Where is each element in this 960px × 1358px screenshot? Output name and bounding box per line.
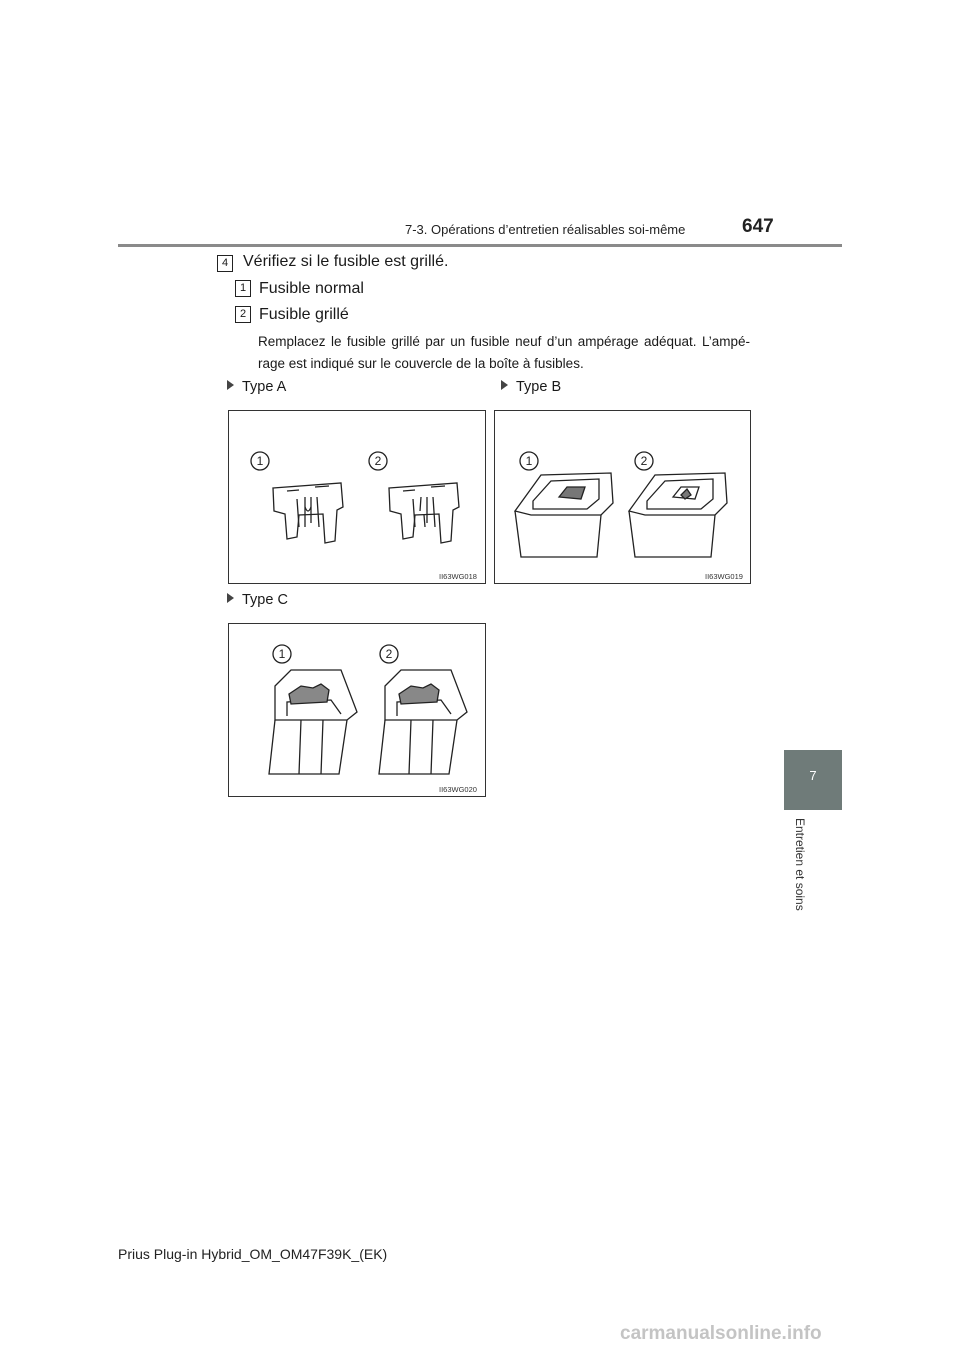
page-number: 647 — [742, 216, 774, 237]
chapter-number: 7 — [809, 768, 817, 783]
bullet-triangle-icon — [227, 593, 234, 603]
callout-2: 2 — [374, 454, 382, 468]
step-note: Remplacez le fusible grillé par un fusible neuf d’un ampérage adéquat. L’ampé-rage est indiqué sur le couvercle de la boîte à fusibles. — [258, 334, 750, 371]
type-c-heading: Type C — [227, 592, 288, 608]
watermark: carmanualsonline.info — [620, 1323, 822, 1344]
figure-code: II63WG019 — [705, 572, 743, 581]
item-label: Fusible normal — [259, 280, 364, 297]
figure-type-a — [228, 410, 486, 584]
callout-1: 1 — [256, 454, 264, 468]
callout-2: 2 — [640, 454, 648, 468]
type-b-heading: Type B — [501, 379, 561, 395]
footer-manual-id: Prius Plug-in Hybrid_OM_OM47F39K_(EK) — [118, 1246, 388, 1262]
bullet-triangle-icon — [227, 380, 234, 390]
step-number-box: 4 — [217, 255, 233, 272]
header-divider — [118, 244, 842, 247]
figure-type-b — [494, 410, 751, 584]
header-section-title: 7-3. Opérations d’entretien réalisables soi-même — [405, 222, 686, 237]
item-number-box: 1 — [235, 280, 251, 297]
step-instruction: Vérifiez si le fusible est grillé. — [243, 253, 449, 270]
bullet-triangle-icon — [501, 380, 508, 390]
cartridge-fuse-illustration — [495, 411, 750, 583]
callout-2: 2 — [385, 647, 393, 661]
item-number-box: 2 — [235, 306, 251, 323]
figure-code: II63WG018 — [439, 572, 477, 581]
callout-1: 1 — [278, 647, 286, 661]
callout-1: 1 — [525, 454, 533, 468]
blade-fuse-illustration — [229, 411, 485, 583]
type-a-heading: Type A — [227, 379, 286, 395]
high-current-fuse-illustration — [229, 624, 485, 796]
figure-type-c — [228, 623, 486, 797]
chapter-label: Entretien et soins — [793, 818, 807, 911]
item-label: Fusible grillé — [259, 306, 349, 323]
figure-code: II63WG020 — [439, 785, 477, 794]
